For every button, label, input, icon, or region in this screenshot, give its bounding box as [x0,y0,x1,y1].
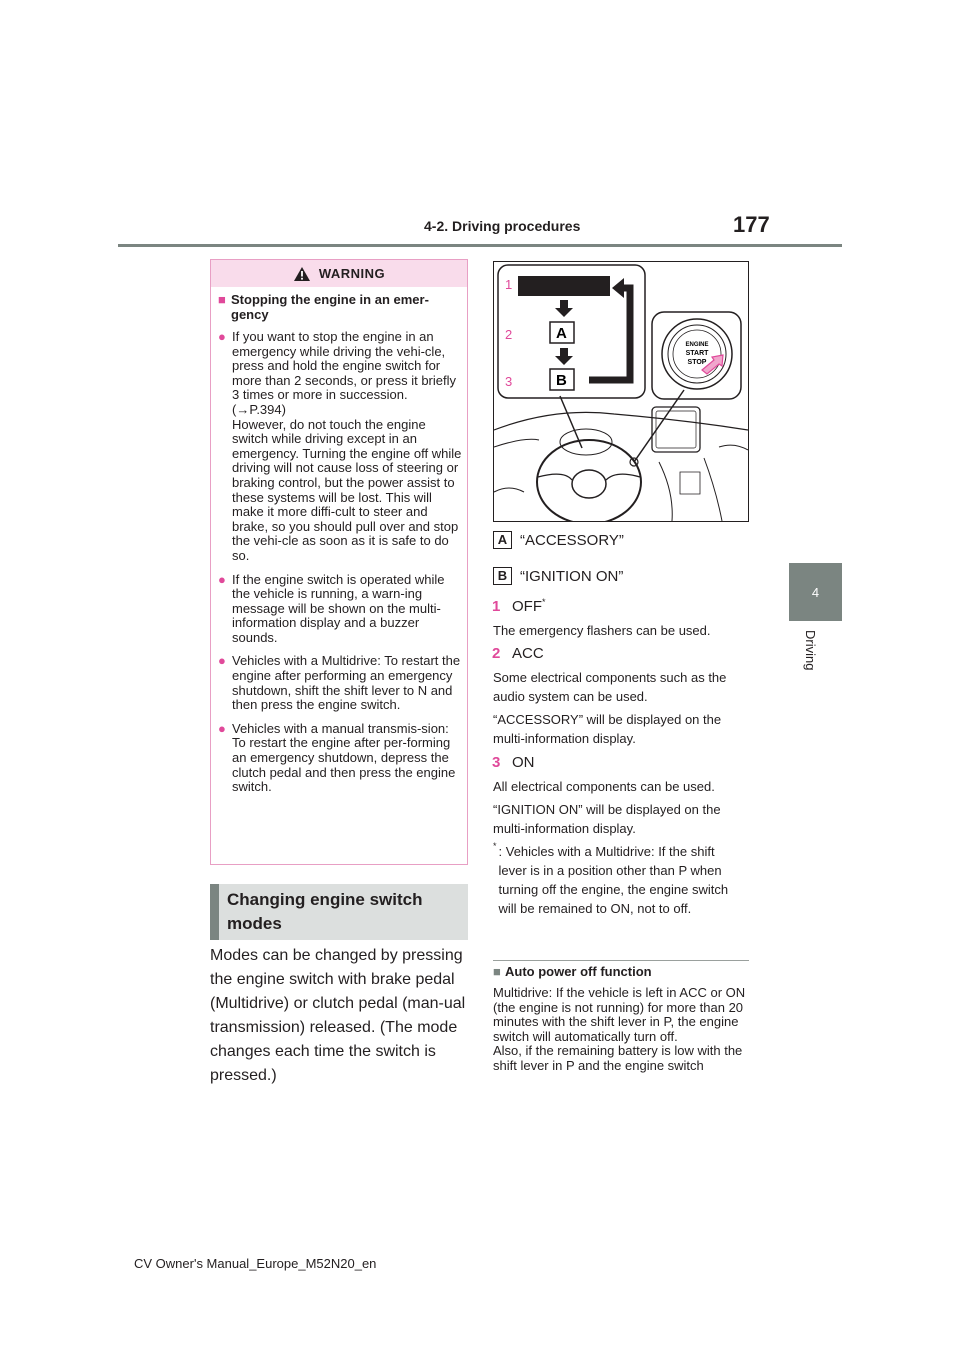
dashboard-line [494,412,748,430]
auto-power-heading-text: Auto power off function [505,964,652,979]
mode-label: ACC [512,645,544,662]
warning-item-text: Vehicles with a manual transmis-sion: To restart the engine after per-forming an emergency shutdown, depress the clutch pedal and then press the engine switch. [232,720,456,795]
section-body: Modes can be changed by pressing the engine switch with brake pedal (Multidrive) or clutch pedal (man-ual transmission) released. (The mode changes each time the switch is pressed.) [210,947,466,1084]
warning-header [211,260,467,287]
footnote [493,842,755,918]
center-display-screen [656,411,696,448]
mode-desc: “ACCESSORY” will be displayed on the multi-information display. [493,712,722,746]
mode-desc: “IGNITION ON” will be displayed on the multi-information display. [493,802,721,836]
steering-spokes [538,474,640,480]
mode-number: 3 [492,754,501,771]
warning-item-text: Vehicles with a Multidrive: To restart the engine after performing an emergency shutdown, shift the shift lever to N and then press the engine switch. [232,653,461,713]
warning-box [210,259,468,865]
chapter-tab [789,563,842,621]
dashboard-drawing [494,262,748,521]
steering-hub [572,470,606,498]
bullet-icon: ● [218,571,226,587]
footnote-text: : Vehicles with a Multidrive: If the shift lever is in a position other than P when turning off the engine, the engine switch will be remained to ON, not to off. [498,844,729,916]
legend-b [493,567,755,585]
off-indicator-bar [518,276,610,296]
vent-line [494,445,748,492]
warning-heading-text: Stopping the engine in an emer-gency [231,292,429,322]
header-rule [118,244,842,247]
step-number: 2 [505,327,513,342]
console-vent [680,472,700,494]
warning-item [218,654,464,712]
section-heading [210,884,468,940]
warning-heading [218,292,464,322]
page-number: 177 [733,212,770,237]
console-line [659,458,722,521]
footnote-mark: * [542,597,546,607]
section-divider [493,960,749,961]
mode-desc: The emergency flashers can be used. [493,623,711,638]
warning-item [218,573,464,646]
auto-power-section [493,964,749,1074]
badge-a-letter: A [556,325,567,342]
engine-switch-illustration [493,261,749,522]
auto-power-text: Multidrive: If the vehicle is left in ACC or ON (the engine is not running) for more than 20 minutes with the shift lever in P, the engine switch will automatically turn off. Also, if the remaining battery is low with the shift lever in P and the engine switch [493,985,746,1073]
warning-item-text: If the engine switch is operated while the vehicle is running, a warn-ing message will be shown on the multi-information display and a buzzer sounds. [232,571,445,645]
button-label: STOP [687,359,707,366]
mode-number: 2 [492,645,501,662]
mode-desc: All electrical components can be used. [493,779,715,794]
mode-on [493,754,755,838]
warning-content [218,292,464,804]
badge-b: B [493,567,512,585]
section-heading-text: Changing engine switch modes [227,890,423,933]
warning-title: WARNING [318,266,386,281]
footer: CV Owner's Manual_Europe_M52N20_en [134,1256,377,1271]
steering-wheel [537,440,641,521]
mode-acc [493,645,755,748]
heading-bar [210,884,219,940]
chapter-label: Driving [803,630,818,671]
bullet-icon: ● [218,720,226,736]
badge-a: A [493,531,512,549]
badge-b-letter: B [556,372,567,389]
bullet-icon: ● [218,329,226,344]
footnote-mark: * [493,841,497,851]
button-label: START [685,350,709,357]
bullet-icon: ● [218,653,226,669]
legend-b-text: “IGNITION ON” [520,567,624,585]
arrow-down-icon [555,300,573,317]
mode-number: 1 [492,597,501,615]
legend-a [493,531,755,549]
warning-item [218,722,464,795]
section-title: 4-2. Driving procedures [424,218,581,234]
step-number: 1 [505,277,513,292]
button-label: ENGINE [685,342,709,348]
step-number: 3 [505,374,513,389]
warning-item [218,330,464,564]
chapter-number: 4 [811,584,820,600]
cycle-arrow [589,288,630,380]
square-bullet-icon: ■ [493,964,501,979]
mode-label: OFF [512,598,542,615]
mode-desc: Some electrical components such as the audio system can be used. [493,670,727,704]
mode-off [493,597,755,640]
warning-item-text: If you want to stop the engine in an emergency while driving the vehi-cle, press and hold the engine switch for more than 2 seconds, or press it briefly 3 times or more in succession. (→P.394) However, do not touch the engine switch while driving except in an emergency. Turning the engine off while driving will not cause loss of steering or braking control, but the power assist to these systems will be lost. This will make it more diffi-cult to steer and brake, so you should pull over and stop the vehi-cle as soon as it is safe to do so. [232,329,462,563]
arrow-down-icon [555,348,573,365]
auto-power-heading [493,964,749,980]
square-bullet-icon: ■ [218,292,226,307]
arrow-left-icon [612,278,624,298]
center-display [652,407,700,452]
dashboard-line [494,439,539,447]
warning-triangle-icon [293,266,311,282]
legend-a-text: “ACCESSORY” [520,531,624,549]
pointer-line [634,390,684,462]
mode-label: ON [512,754,535,771]
